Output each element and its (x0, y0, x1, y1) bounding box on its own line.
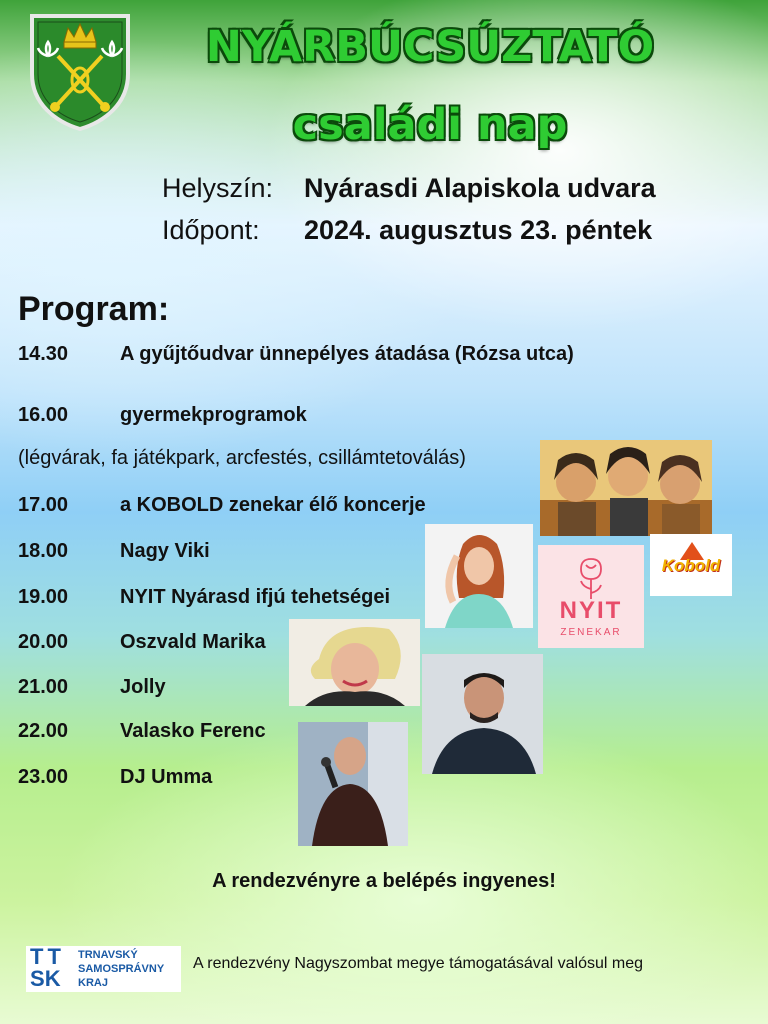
program-text: NYIT Nyárasd ifjú tehetségei (120, 586, 391, 608)
program-time: 17.00 (18, 494, 69, 516)
oszvald-marika-photo (289, 619, 420, 706)
program-text: a KOBOLD zenekar élő koncerje (120, 494, 426, 516)
program-text: gyermekprogramok (120, 404, 307, 426)
nyit-logo-sub: ZENEKAR (560, 627, 622, 638)
ttsk-letter-k: K (44, 966, 61, 991)
program-item (18, 631, 266, 654)
program-item (18, 766, 212, 789)
ttsk-logo (26, 946, 181, 992)
title-line-1: NYÁRBÚCSÚZTATÓ (205, 22, 655, 72)
program-text: DJ Umma (120, 766, 213, 788)
program-time: 20.00 (18, 631, 69, 653)
ttsk-logo-letters (30, 946, 61, 990)
program-time: 23.00 (18, 766, 69, 788)
program-time: 22.00 (18, 720, 69, 742)
kobold-logo (650, 534, 732, 596)
program-time: 21.00 (18, 676, 69, 698)
program-text: A gyűjtőudvar ünnepélyes átadása (Rózsa utca) (120, 343, 574, 365)
program-time: 14.30 (18, 343, 69, 365)
support-note: A rendezvény Nagyszombat megye támogatásával valósul meg (193, 955, 644, 972)
program-item (18, 720, 266, 743)
program-item (18, 586, 390, 609)
ttsk-logo-text (78, 948, 164, 990)
jolly-photo (422, 654, 543, 774)
program-note: (légvárak, fa játékpark, arcfestés, csillámtetoválás) (18, 447, 466, 469)
kobold-logo-text: Kobold (661, 556, 721, 575)
date-row (162, 215, 652, 246)
valasko-ferenc-photo (298, 722, 408, 846)
program-time: 18.00 (18, 540, 69, 562)
ttsk-letter-s: S (30, 966, 45, 991)
ttsk-letter-t1: T (30, 944, 44, 969)
program-item (18, 676, 166, 699)
program-heading: Program: (18, 290, 170, 328)
title-line-2: családi nap (292, 100, 568, 150)
program-time: 19.00 (18, 586, 69, 608)
program-item (18, 343, 574, 366)
coat-of-arms-icon (28, 12, 132, 132)
location-value: Nyárasdi Alapiskola udvara (304, 173, 656, 203)
ttsk-line-2: SAMOSPRÁVNY (78, 963, 165, 975)
program-item (18, 404, 307, 427)
program-text: Nagy Viki (120, 540, 210, 562)
program-item (18, 494, 426, 517)
program-text: Jolly (120, 676, 166, 698)
ttsk-line-1: TRNAVSKÝ (78, 949, 138, 961)
free-entry-notice: A rendezvényre a belépés ingyenes! (212, 870, 556, 892)
rose-icon (566, 551, 616, 601)
location-row (162, 173, 656, 204)
kobold-band-photo (540, 440, 712, 536)
program-text: Oszvald Marika (120, 631, 266, 653)
location-label: Helyszín: (162, 173, 274, 203)
program-text: Valasko Ferenc (120, 720, 266, 742)
date-label: Időpont: (162, 215, 260, 245)
date-value: 2024. augusztus 23. péntek (304, 215, 653, 245)
ttsk-line-3: KRAJ (78, 977, 108, 989)
ttsk-letter-t2: T (47, 944, 61, 969)
program-time: 16.00 (18, 404, 69, 426)
nagy-viki-photo (425, 524, 533, 628)
nyit-logo-name: NYIT (559, 597, 623, 624)
nyit-logo (538, 545, 644, 648)
program-item (18, 540, 210, 563)
